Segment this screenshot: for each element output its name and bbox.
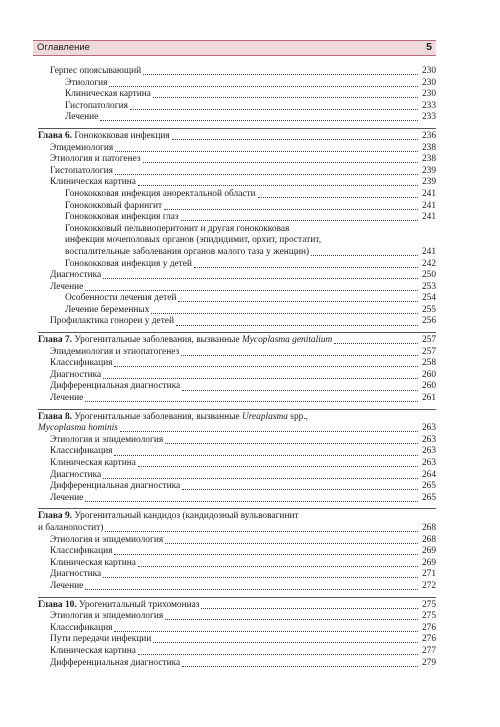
toc-entry: Гонококковый фарингит 241 [65,200,436,211]
toc-entry: Диагностика 271 [50,569,436,580]
toc-entry: Особенности лечения детей 254 [65,293,436,304]
table-of-contents [38,66,436,669]
toc-chapter-wrap: Mycoplasma hominis 263 [38,423,436,434]
toc-entry: Гонококковая инфекция глаз 241 [65,212,436,223]
running-header [33,40,436,56]
chapter-divider [38,508,436,509]
toc-entry: Дифференциальная диагностика 260 [50,381,436,392]
toc-entry: воспалительные заболевания органов малого таза у женщин) 241 [65,246,436,257]
toc-entry: Диагностика 264 [50,469,436,480]
toc-entry: Эпидемиология и этиопатогенез 257 [50,346,436,357]
toc-entry: Клиническая картина 263 [50,458,436,468]
toc-entry: Лечение 233 [65,112,436,123]
toc-entry: Герпес опоясывающий 230 [50,66,436,76]
toc-entry: Гонококковая инфекция аноректальной области 241 [65,188,436,199]
toc-entry: Эпидемиология 238 [50,142,436,153]
toc-entry-wrap: Гонококковый пельвиоперитонит и другая гонококковая [65,223,290,234]
header-page-number: 5 [426,41,432,53]
toc-entry: Этиология и патогенез 238 [50,154,436,165]
toc-entry: Этиология 230 [65,77,436,88]
toc-entry: Классификация 269 [50,546,436,557]
toc-entry: Профилактика гонореи у детей 256 [50,316,436,327]
toc-chapter-wrap: и баланопостит) 268 [38,522,436,533]
toc-entry: Лечение беременных 255 [65,304,436,315]
toc-entry: Клиническая картина 239 [50,177,436,188]
toc-entry: Классификация 276 [50,622,436,633]
toc-entry: Клиническая картина 230 [65,89,436,100]
toc-entry: Дифференциальная диагностика 265 [50,481,436,492]
toc-chapter: Глава 7. Урогенитальные заболевания, вызванные Mycoplasma genitalium 257 [38,335,436,346]
header-title: Оглавление [37,42,90,53]
toc-entry: Лечение 272 [50,580,436,591]
toc-entry: Этиология и эпидемиология 263 [50,434,436,445]
toc-entry: Лечение 261 [50,393,436,404]
toc-entry: Дифференциальная диагностика 279 [50,657,436,668]
toc-entry: Гистопатология 239 [50,165,436,176]
toc-entry: Гистопатология 233 [65,100,436,111]
toc-entry: Классификация 263 [50,446,436,457]
toc-chapter: Глава 10. Урогенитальный трихомониаз 275 [38,599,436,610]
toc-entry: Гонококковая инфекция у детей 242 [65,258,436,269]
chapter-divider [38,597,436,598]
toc-entry: Пути передачи инфекции 276 [50,634,436,645]
toc-chapter: Глава 8. Урогенитальные заболевания, вызванные Ureaplasma spp., [38,411,309,422]
toc-entry: Диагностика 250 [50,270,436,281]
chapter-divider [38,332,436,333]
toc-entry: Этиология и эпидемиология 268 [50,534,436,545]
toc-entry: Клиническая картина 277 [50,645,436,656]
chapter-divider [38,409,436,410]
toc-entry: Клиническая картина 269 [50,557,436,568]
toc-entry: Лечение 253 [50,281,436,292]
toc-entry-wrap: инфекция мочеполовых органов (эпидидимит, орхит, простатит, [65,235,322,246]
toc-chapter: Глава 9. Урогенитальный кандидоз (кандидозный вульвовагинит [38,511,299,522]
chapter-divider [38,128,436,129]
toc-chapter: Глава 6. Гонококковая инфекция 236 [38,130,436,141]
toc-entry: Диагностика 260 [50,369,436,380]
toc-entry: Классификация 258 [50,358,436,369]
toc-entry: Лечение 265 [50,492,436,503]
toc-entry: Этиология и эпидемиология 275 [50,611,436,622]
